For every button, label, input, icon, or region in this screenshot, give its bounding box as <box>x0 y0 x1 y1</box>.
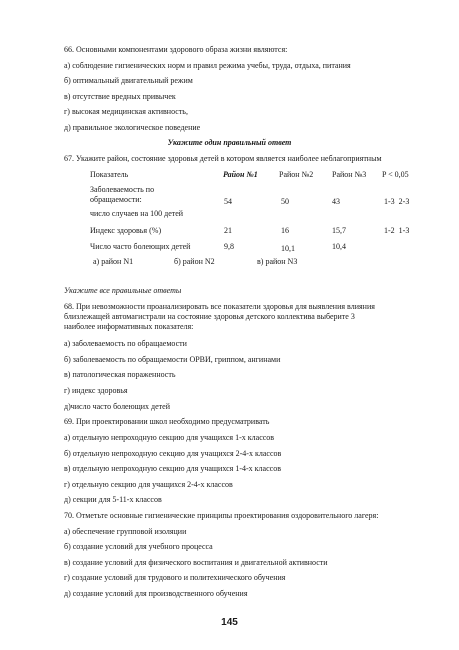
table-header-district-1: Район №1 <box>223 170 258 179</box>
table-cell: 50 <box>281 197 289 206</box>
q66-option-c: в) отсутствие вредных привычек <box>64 92 176 101</box>
q69-option-d: г) отдельную секцию для учащихся 2-4-х классов <box>64 480 233 489</box>
q70-option-b: б) создание условий для учебного процесса <box>64 542 213 551</box>
table-cell: 15,7 <box>332 226 346 235</box>
q69-option-e: д) секции для 5-11-х классов <box>64 495 162 504</box>
q68-option-d: г) индекс здоровья <box>64 386 128 395</box>
table-cell: 21 <box>224 226 232 235</box>
q68-option-a: а) заболеваемость по обращаемости <box>64 339 187 348</box>
q66-option-a: а) соблюдение гигиенических норм и правил режима учебы, труда, отдыха, питания <box>64 61 351 70</box>
q66-option-b: б) оптимальный двигательный режим <box>64 76 193 85</box>
q69-option-c: в) отдельную непроходную секцию для учащихся 1-4-х классов <box>64 464 281 473</box>
q70-option-c: в) создание условий для физического воспитания и двигательной активности <box>64 558 328 567</box>
section-heading-one-answer: Укажите один правильный ответ <box>167 138 292 147</box>
table-header-district-2: Район №2 <box>279 170 314 179</box>
table-row-label: число случаев на 100 детей <box>90 209 184 218</box>
table-cell: 10,4 <box>332 242 346 251</box>
q66-option-e: д) правильное экологическое поведение <box>64 123 201 132</box>
q70-option-d: г) создание условий для трудового и политехнического обучения <box>64 573 286 582</box>
q68-option-e: д)число часто болеющих детей <box>64 402 170 411</box>
section-heading-all-answers: Укажите все правильные ответы <box>64 286 182 295</box>
q70-option-a: а) обеспечение групповой изоляции <box>64 527 187 536</box>
q69-option-a: а) отдельную непроходную секцию для учащихся 1-х классов <box>64 433 275 442</box>
table-row-label: Индекс здоровья (%) <box>90 226 162 235</box>
page-number: 145 <box>221 617 238 628</box>
question-69: 69. При проектировании школ необходимо предусматривать <box>64 417 270 426</box>
q68-option-c: в) патологическая пораженность <box>64 370 176 379</box>
table-cell: 1-3 2-3 <box>384 197 410 206</box>
table-cell: 9,8 <box>224 242 234 251</box>
table-cell: 1-2 1-3 <box>384 226 410 235</box>
table-header-district-3: Район №3 <box>332 170 367 179</box>
table-row-label: обращаемости: <box>90 195 142 204</box>
q67-answer-c: в) район N3 <box>257 257 298 266</box>
q68-option-b: б) заболеваемость по обращаемости ОРВИ, гриппом, ангинами <box>64 355 281 364</box>
question-68-line-1: 68. При невозможности проанализировать все показатели здоровья для выявления влияния <box>64 302 375 311</box>
table-cell: 54 <box>224 197 232 206</box>
question-67: 67. Укажите район, состояние здоровья детей в котором является наиболее неблагоприятным <box>64 154 382 163</box>
table-header-indicator: Показатель <box>90 170 129 179</box>
table-header-p-value: P < 0,05 <box>382 170 409 179</box>
table-cell: 10,1 <box>281 244 295 253</box>
q69-option-b: б) отдельную непроходную секцию для учащихся 2-4-х классов <box>64 449 282 458</box>
q67-answer-b: б) район N2 <box>174 257 215 266</box>
question-68-line-3: наиболее информативных показателя: <box>64 322 194 331</box>
q66-option-d: г) высокая медицинская активность, <box>64 107 188 116</box>
q67-answer-a: а) район N1 <box>93 257 134 266</box>
table-row-label: Число часто болеющих детей <box>90 242 191 251</box>
table-cell: 16 <box>281 226 289 235</box>
q70-option-e: д) создание условий для производственного обучения <box>64 589 248 598</box>
question-70: 70. Отметьте основные гигиенические принципы проектирования оздоровительного лагеря: <box>64 511 379 520</box>
question-68-line-2: близлежащей автомагистрали на состояние здоровья детского коллектива выберите 3 <box>64 312 355 321</box>
question-66: 66. Основными компонентами здорового образа жизни являются: <box>64 45 288 54</box>
table-cell: 43 <box>332 197 340 206</box>
table-row-label: Заболеваемость по <box>90 185 155 194</box>
